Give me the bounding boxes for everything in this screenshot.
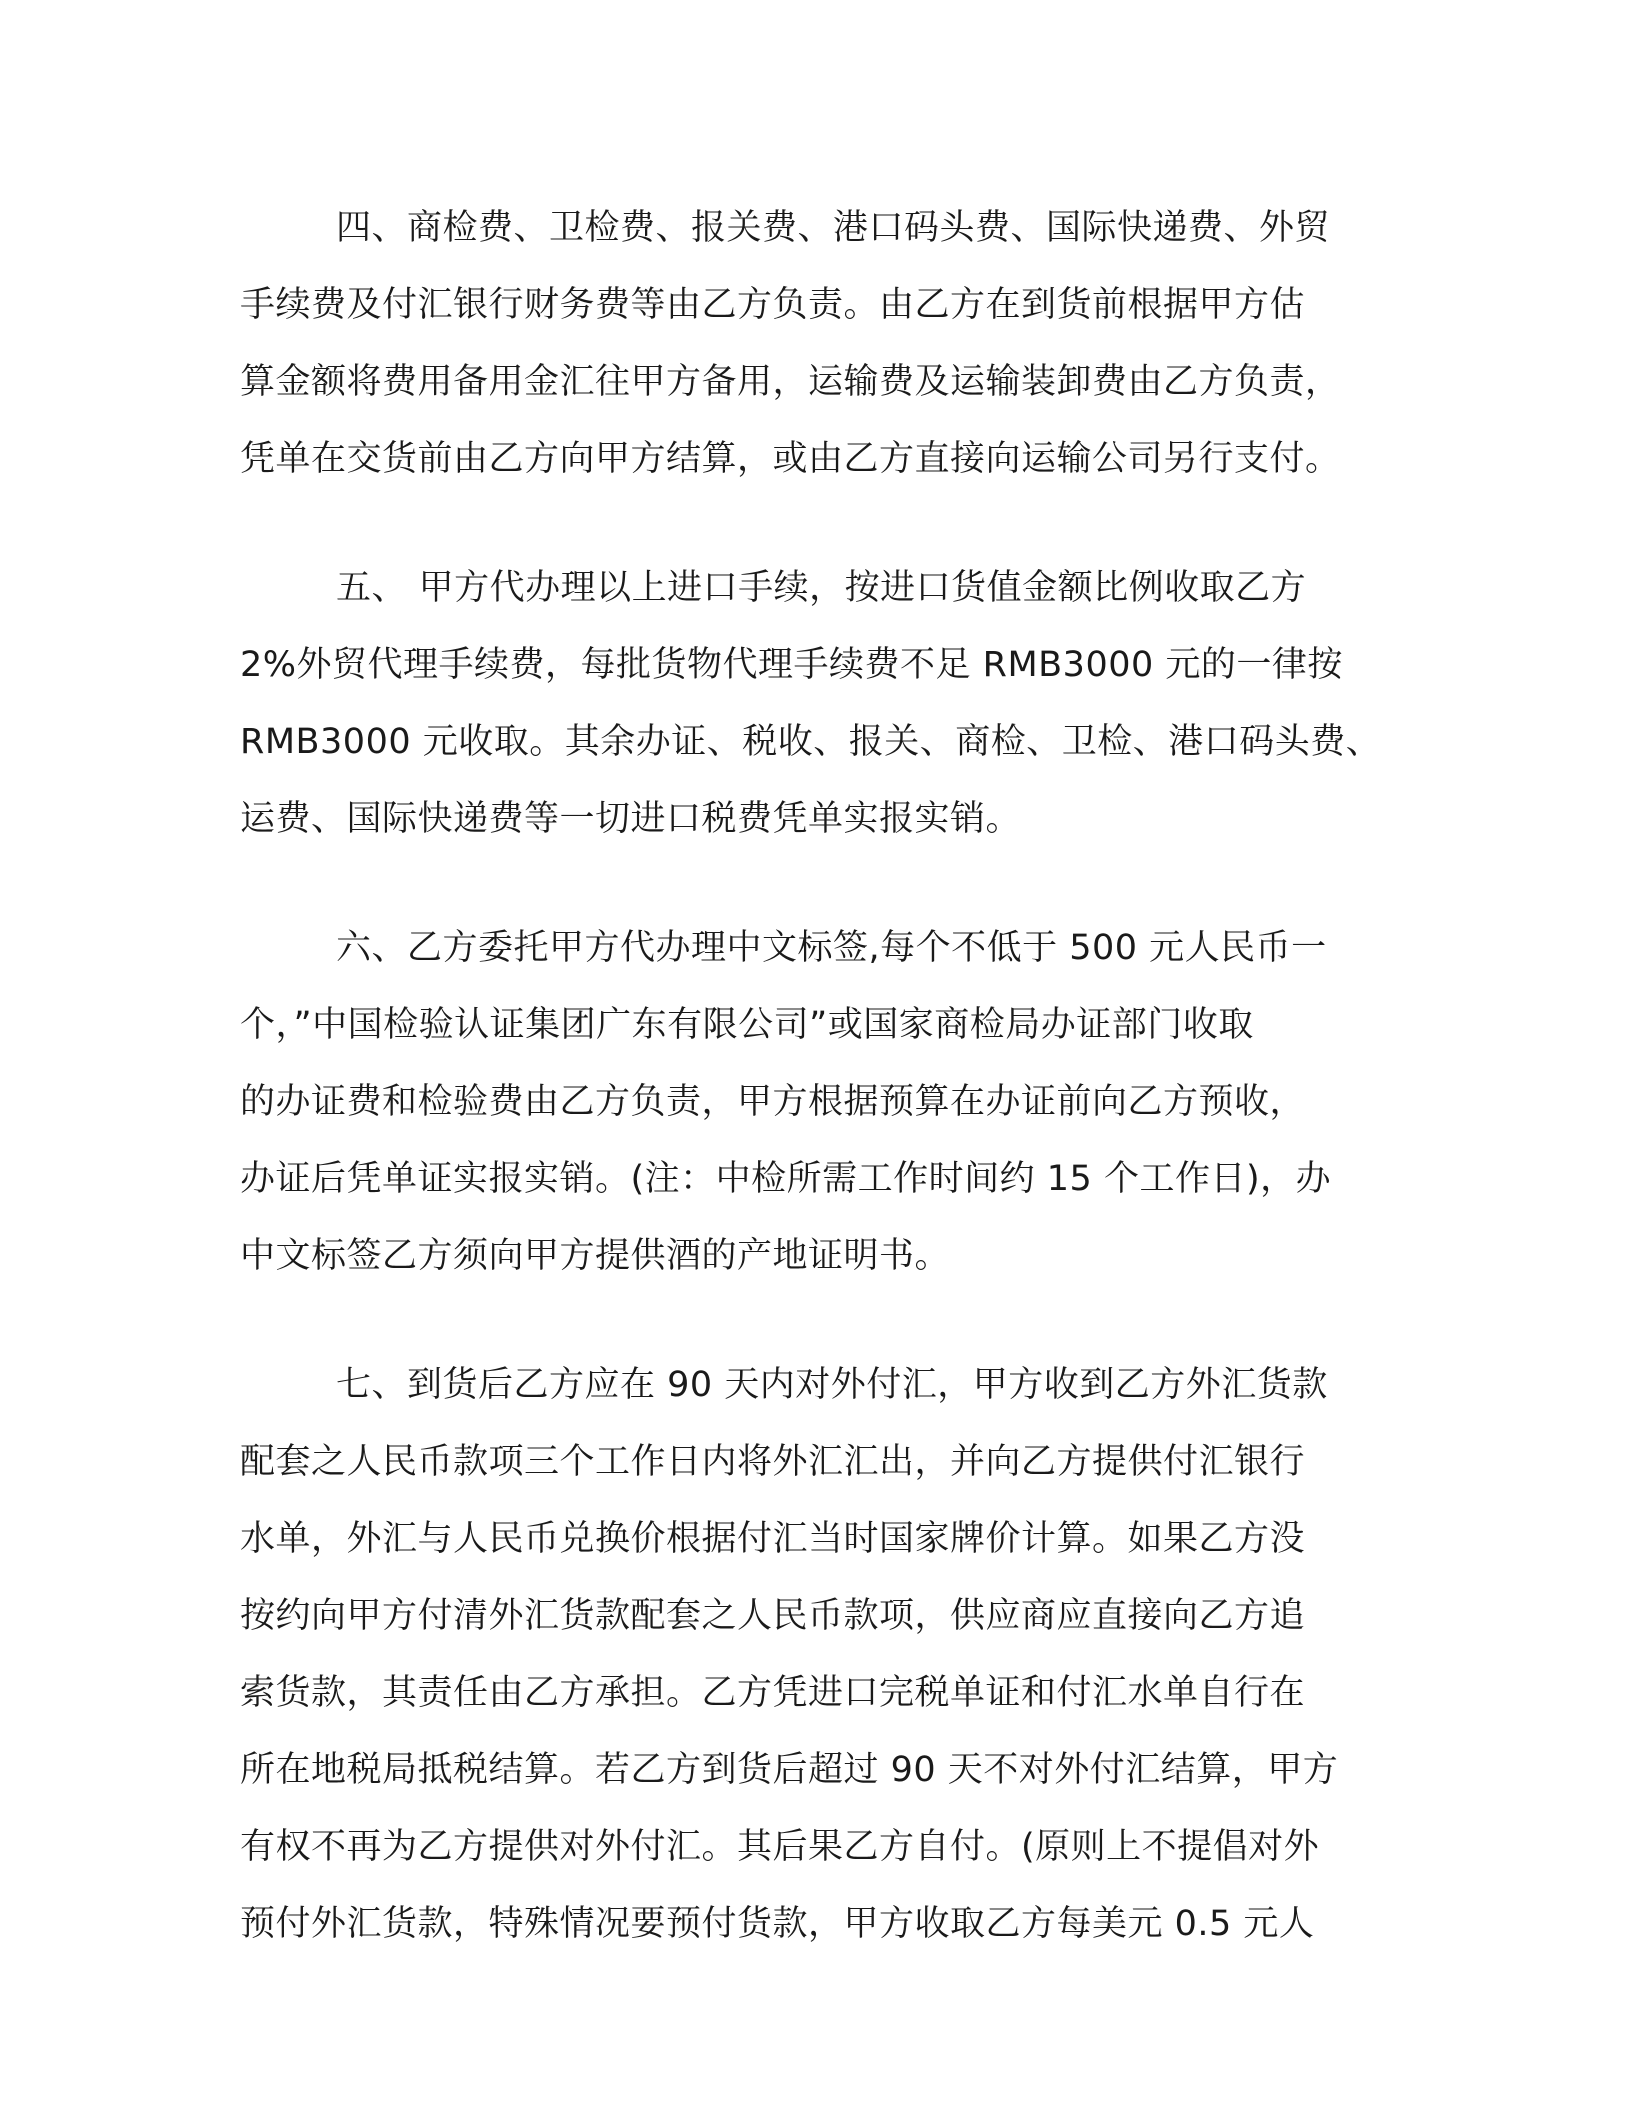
- paragraph-line: 五、 甲方代办理以上进口手续，按进口货值金额比例收取乙方: [336, 568, 1307, 608]
- paragraph-line: 所在地税局抵税结算。若乙方到货后超过 90 天不对外付汇结算，甲方: [240, 1750, 1339, 1790]
- paragraph-line: 中文标签乙方须向甲方提供酒的产地证明书。: [240, 1236, 951, 1276]
- paragraph-line: 凭单在交货前由乙方向甲方结算，或由乙方直接向运输公司另行支付。: [240, 439, 1341, 479]
- paragraph-line: 七、到货后乙方应在 90 天内对外付汇，甲方收到乙方外汇货款: [336, 1365, 1328, 1405]
- paragraph-line: 2%外贸代理手续费，每批货物代理手续费不足 RMB3000 元的一律按: [240, 645, 1343, 685]
- paragraph-six: [240, 910, 1420, 1295]
- paragraph-line: 四、商检费、卫检费、报关费、港口码头费、国际快递费、外贸: [336, 208, 1331, 248]
- document-body: [240, 190, 1420, 2015]
- paragraph-line: 办证后凭单证实报实销。(注：中检所需工作时间约 15 个工作日)，办: [240, 1159, 1332, 1199]
- paragraph-five: [240, 550, 1420, 858]
- paragraph-line: 手续费及付汇银行财务费等由乙方负责。由乙方在到货前根据甲方估: [240, 285, 1306, 325]
- paragraph-line: 有权不再为乙方提供对外付汇。其后果乙方自付。(原则上不提倡对外: [240, 1827, 1320, 1867]
- paragraph-seven: [240, 1347, 1420, 1963]
- paragraph-line: RMB3000 元收取。其余办证、税收、报关、商检、卫检、港口码头费、: [240, 722, 1382, 762]
- paragraph-line: 预付外汇货款，特殊情况要预付货款，甲方收取乙方每美元 0.5 元人: [240, 1904, 1315, 1944]
- paragraph-line: 运费、国际快递费等一切进口税费凭单实报实销。: [240, 799, 1022, 839]
- paragraph-line: 索货款，其责任由乙方承担。乙方凭进口完税单证和付汇水单自行在: [240, 1673, 1306, 1713]
- paragraph-line: 的办证费和检验费由乙方负责，甲方根据预算在办证前向乙方预收，: [240, 1082, 1306, 1122]
- paragraph-line: 配套之人民币款项三个工作日内将外汇汇出，并向乙方提供付汇银行: [240, 1442, 1306, 1482]
- paragraph-line: 个，”中国检验认证集团广东有限公司”或国家商检局办证部门收取: [240, 1005, 1254, 1045]
- paragraph-four: [240, 190, 1420, 498]
- paragraph-line: 算金额将费用备用金汇往甲方备用，运输费及运输装卸费由乙方负责，: [240, 362, 1341, 402]
- paragraph-line: 六、乙方委托甲方代办理中文标签,每个不低于 500 元人民币一: [336, 928, 1327, 968]
- paragraph-line: 水单，外汇与人民币兑换价根据付汇当时国家牌价计算。如果乙方没: [240, 1519, 1306, 1559]
- paragraph-line: 按约向甲方付清外汇货款配套之人民币款项，供应商应直接向乙方追: [240, 1596, 1306, 1636]
